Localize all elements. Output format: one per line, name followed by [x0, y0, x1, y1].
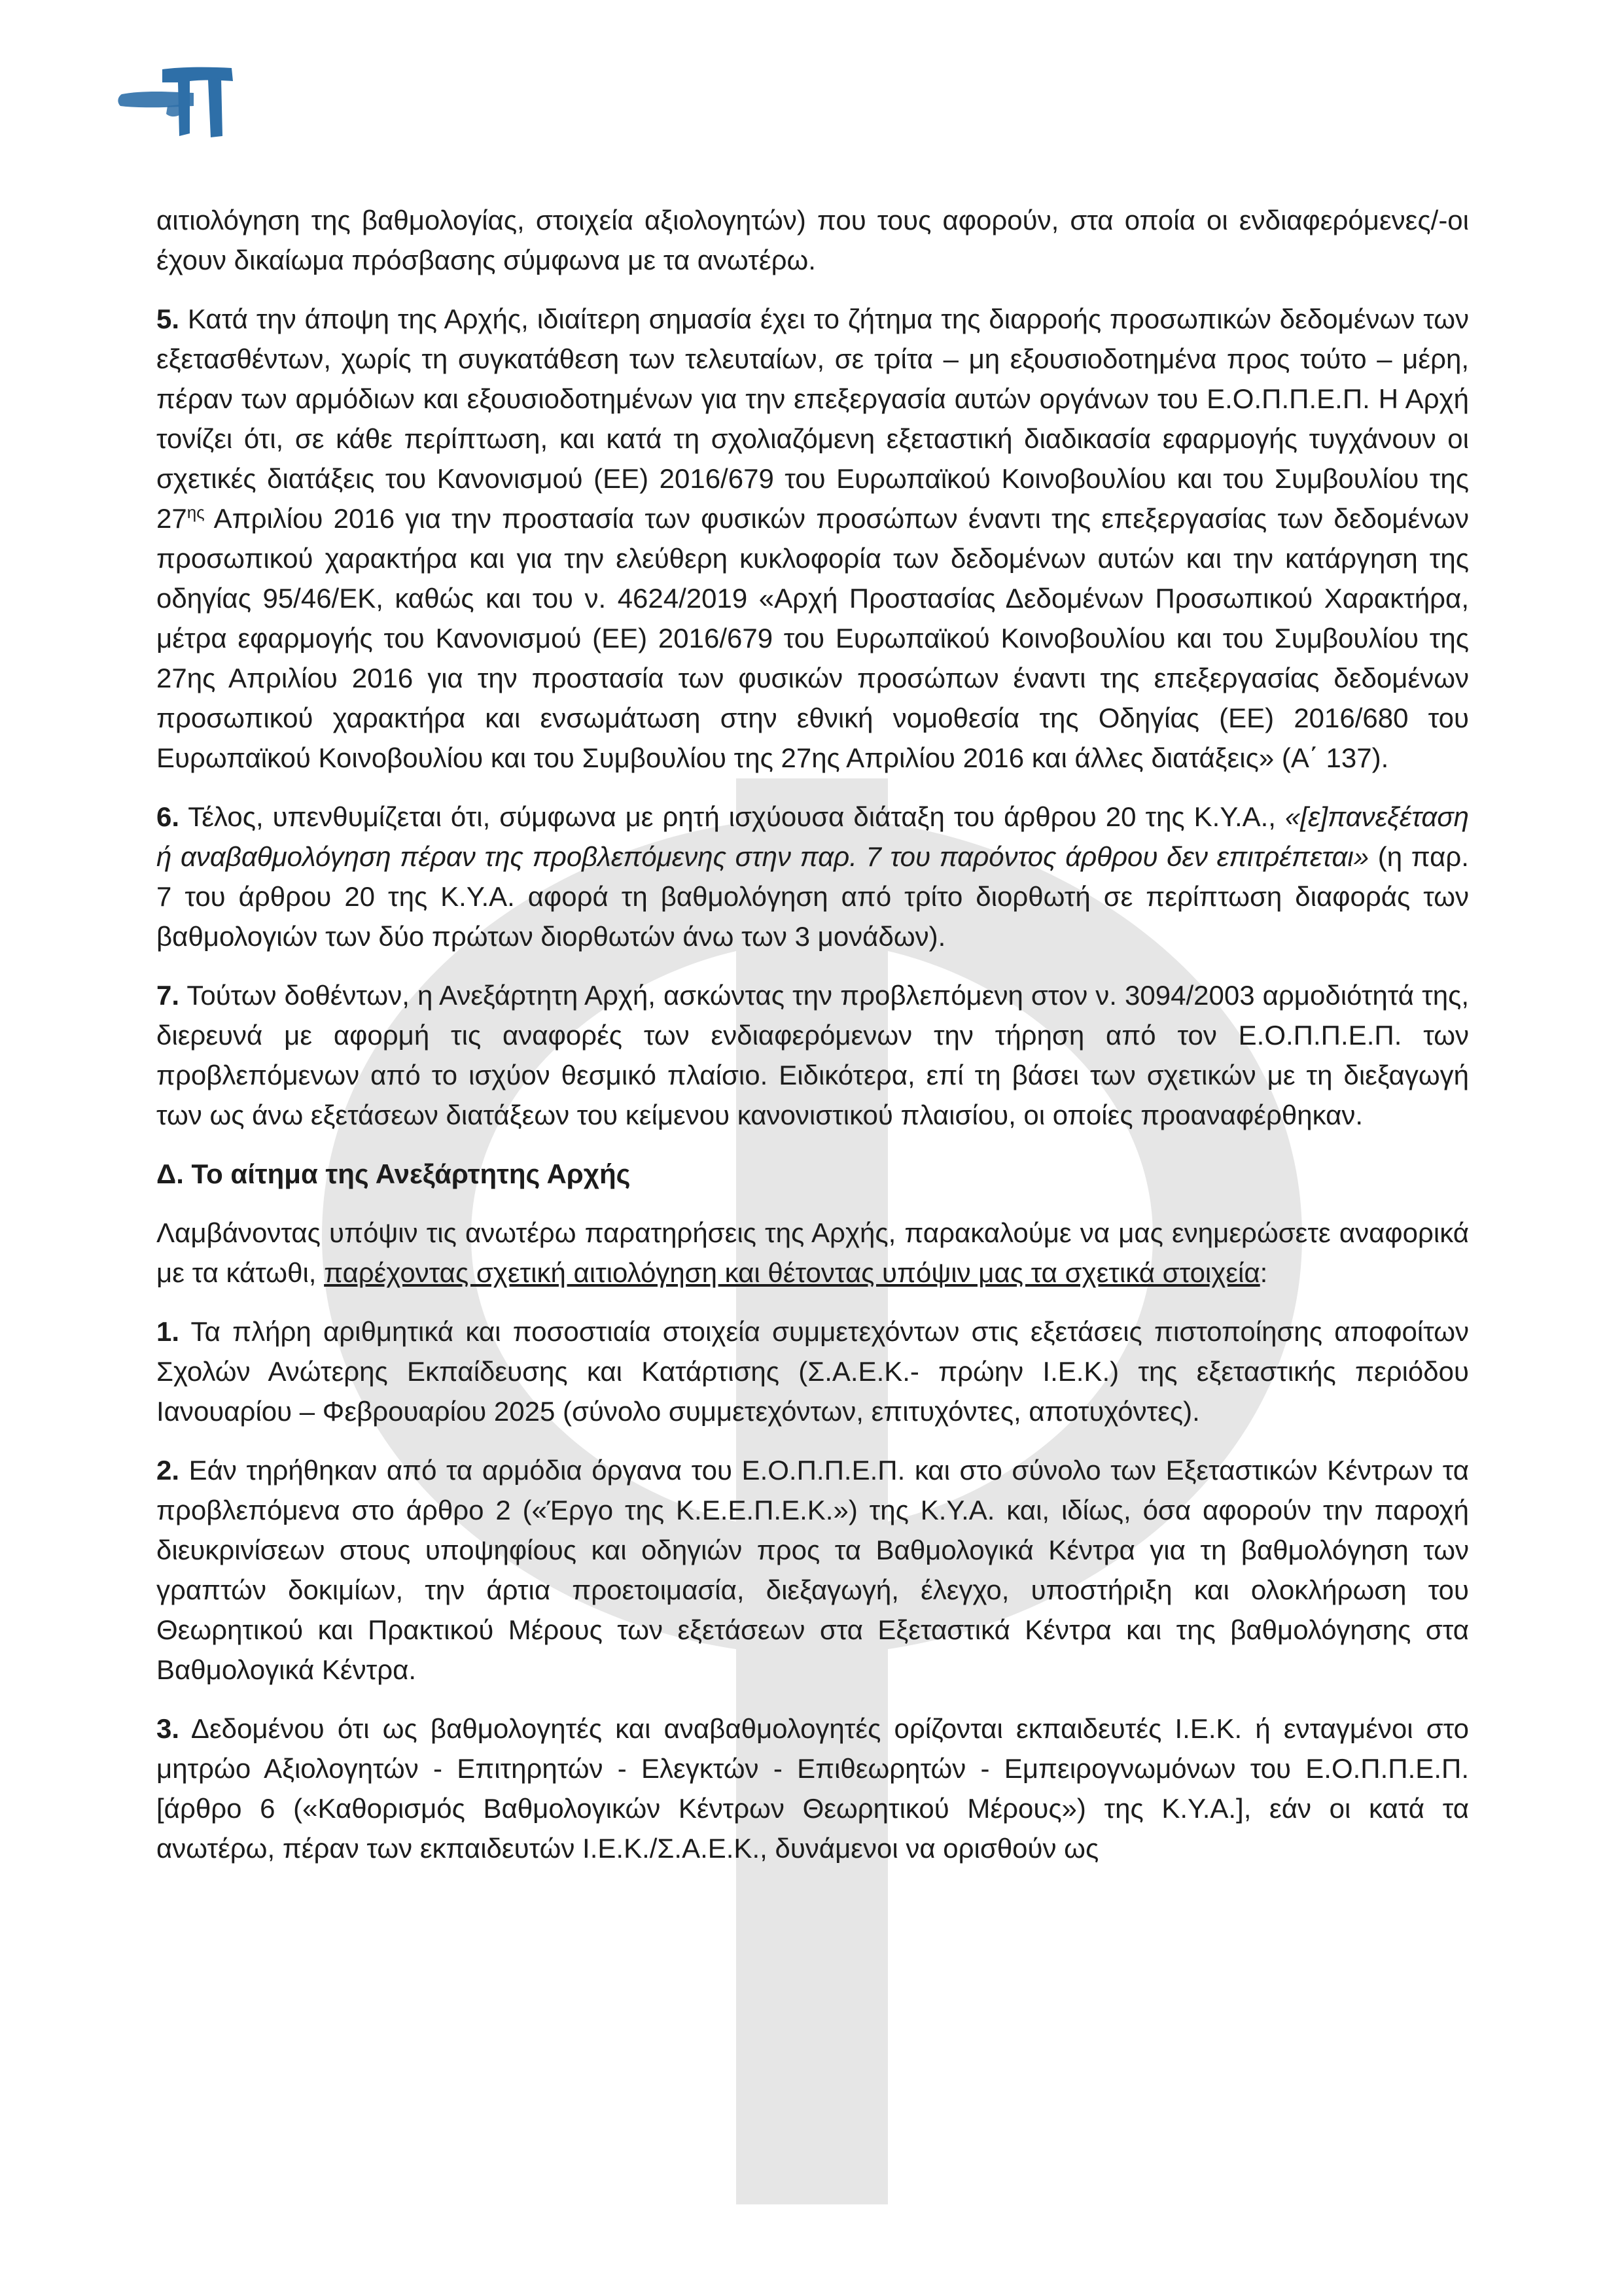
request-item-2 [156, 1450, 1469, 1690]
document-body [156, 200, 1469, 1887]
authority-logo-icon [116, 63, 241, 141]
paragraph-text: Τέλος, υπενθυμίζεται ότι, σύμφωνα με ρητή ισχύουσα διάταξη του άρθρου 20 της Κ.Υ.Α., [188, 801, 1285, 832]
paragraph-6 [156, 797, 1469, 956]
paragraph-number: 6. [156, 801, 180, 832]
paragraph-text: : [1260, 1257, 1268, 1288]
quoted-provision: «[ε]πανεξέταση ή αναβαθμολόγηση πέραν της προβλεπόμενης στην παρ. 7 του παρόντος άρθρου δεν επιτρέπεται» [156, 801, 1469, 872]
ordinal-suffix: ης [186, 502, 205, 522]
paragraph-text: Εάν τηρήθηκαν από τα αρμόδια όργανα του Ε.Ο.Π.Π.Ε.Π. και στο σύνολο των Εξεταστικών Κέντρων τα προβλεπόμενα στο άρθρο 2 («Έργο της Κ.Ε.Ε.Π.Ε.Κ.») της Κ.Υ.Α. και, ιδίως, όσα αφορούν την παροχή διευκρινίσεων στους υποψηφίους και οδηγιών προς τα Βαθμολογικά Κέντρα για τη βαθμολόγηση των γραπτών δοκιμίων, την άρτια προετοιμασία, διεξαγωγή, έλεγχο, υποστήριξη και ολοκλήρωση του Θεωρητικού και Πρακτικού Μέρους των εξετάσεων στα Εξεταστικά Κέντρα και της βαθμολόγησης στα Βαθμολογικά Κέντρα. [156, 1455, 1470, 1685]
paragraph-continuation: αιτιολόγηση της βαθμολογίας, στοιχεία αξιολογητών) που τους αφορούν, στα οποία οι ενδιαφερόμενες/-οι έχουν δικαίωμα πρόσβασης σύμφωνα με τα ανωτέρω. [156, 205, 1469, 275]
paragraph-text: Λαμβάνοντας υπόψιν τις ανωτέρω παρατηρήσεις της Αρχής, παρακαλούμε να μας ενημερώσετε αναφορικά με τα κάτωθι, [156, 1217, 1469, 1288]
paragraph-number: 5. [156, 304, 180, 334]
request-intro [156, 1213, 1469, 1293]
paragraph-text: Δεδομένου ότι ως βαθμολογητές και αναβαθμολογητές ορίζονται εκπαιδευτές Ι.Ε.Κ. ή ενταγμένοι στο μητρώο Αξιολογητών - Επιτηρητών - Ελεγκτών - Επιθεωρητών - Εμπειρογνωμόνων του Ε.Ο.Π.Π.Ε.Π. [άρθρο 6 («Καθορισμός Βαθμολογικών Κέντρων Θεωρητικού Μέρους») της Κ.Υ.Α.], εάν οι κατά τα ανωτέρω, πέραν των εκπαιδευτών Ι.Ε.Κ./Σ.Α.Ε.Κ., δυνάμενοι να ορισθούν ως [156, 1713, 1469, 1864]
request-item-1 [156, 1312, 1469, 1431]
paragraph-number: 7. [156, 980, 180, 1011]
paragraph-text: Απριλίου 2016 για την προστασία των φυσικών προσώπων έναντι της επεξεργασίας των δεδομένων προσωπικού χαρακτήρα και για την ελεύθερη κυκλοφορία των δεδομένων αυτών και την κατάργηση της οδηγίας 95/46/ΕΚ, καθώς και του ν. 4624/2019 «Αρχή Προστασίας Δεδομένων Προσωπικού Χαρακτήρα, μέτρα εφαρμογής του Κανονισμού (ΕΕ) 2016/679 του Ευρωπαϊκού Κοινοβουλίου και του Συμβουλίου της 27ης Απριλίου 2016 για την προστασία των φυσικών προσώπων έναντι της επεξεργασίας δεδομένων προσωπικού χαρακτήρα και ενσωμάτωση στην εθνική νομοθεσία της Οδηγίας (ΕΕ) 2016/680 του Ευρωπαϊκού Κοινοβουλίου και του Συμβουλίου της 27ης Απριλίου 2016 και άλλες διατάξεις» (Α΄ 137). [156, 503, 1469, 773]
paragraph-text: Τα πλήρη αριθμητικά και ποσοστιαία στοιχεία συμμετεχόντων στις εξετάσεις πιστοποίησης αποφοίτων Σχολών Ανώτερης Εκπαίδευσης και Κατάρτισης (Σ.Α.Ε.Κ.- πρώην Ι.Ε.Κ.) της εξεταστικής περιόδου Ιανουαρίου – Φεβρουαρίου 2025 (σύνολο συμμετεχόντων, επιτυχόντες, αποτυχόντες). [156, 1316, 1469, 1427]
paragraph-text: Τούτων δοθέντων, η Ανεξάρτητη Αρχή, ασκώντας την προβλεπόμενη στον ν. 3094/2003 αρμοδιότητά της, διερευνά με αφορμή τις αναφορές των ενδιαφερόμενων την τήρηση από τον Ε.Ο.Π.Π.Ε.Π. των προβλεπόμενων από το ισχύον θεσμικό πλαίσιο. Ειδικότερα, επί τη βάσει των σχετικών με τη διεξαγωγή των ως άνω εξετάσεων διατάξεων του κείμενου κανονιστικού πλαισίου, οι οποίες προαναφέρθηκαν. [156, 980, 1469, 1130]
paragraph-number: 3. [156, 1713, 180, 1744]
paragraph-text: (η παρ. 7 του άρθρου 20 της Κ.Υ.Α. αφορά τη βαθμολόγηση από τρίτο διορθωτή σε περίπτωση διαφοράς των βαθμολογιών των δύο πρώτων διορθωτών άνω των 3 μονάδων). [156, 841, 1469, 952]
section-heading: Δ. Το αίτημα της Ανεξάρτητης Αρχής [156, 1158, 631, 1189]
paragraph-number: 2. [156, 1455, 180, 1486]
paragraph-number: 1. [156, 1316, 180, 1347]
request-item-3 [156, 1709, 1469, 1868]
underlined-text: παρέχοντας σχετική αιτιολόγηση και θέτοντας υπόψιν μας τα σχετικά στοιχεία [324, 1257, 1260, 1288]
paragraph-5 [156, 299, 1469, 778]
paragraph-text: Κατά την άποψη της Αρχής, ιδιαίτερη σημασία έχει το ζήτημα της διαρροής προσωπικών δεδομένων των εξετασθέντων, χωρίς τη συγκατάθεση των τελευταίων, σε τρίτα – μη εξουσιοδοτημένα προς τούτο – μέρη, πέραν των αρμόδιων και εξουσιοδοτημένων για την επεξεργασία αυτών οργάνων του Ε.Ο.Π.Π.Ε.Π. Η Αρχή τονίζει ότι, σε κάθε περίπτωση, και κατά τη σχολιαζόμενη εξεταστική διαδικασία εφαρμογής τυγχάνουν οι σχετικές διατάξεις του Κανονισμού (ΕΕ) 2016/679 του Ευρωπαϊκού Κοινοβουλίου και του Συμβουλίου της 27 [156, 304, 1469, 534]
paragraph-7 [156, 975, 1469, 1135]
